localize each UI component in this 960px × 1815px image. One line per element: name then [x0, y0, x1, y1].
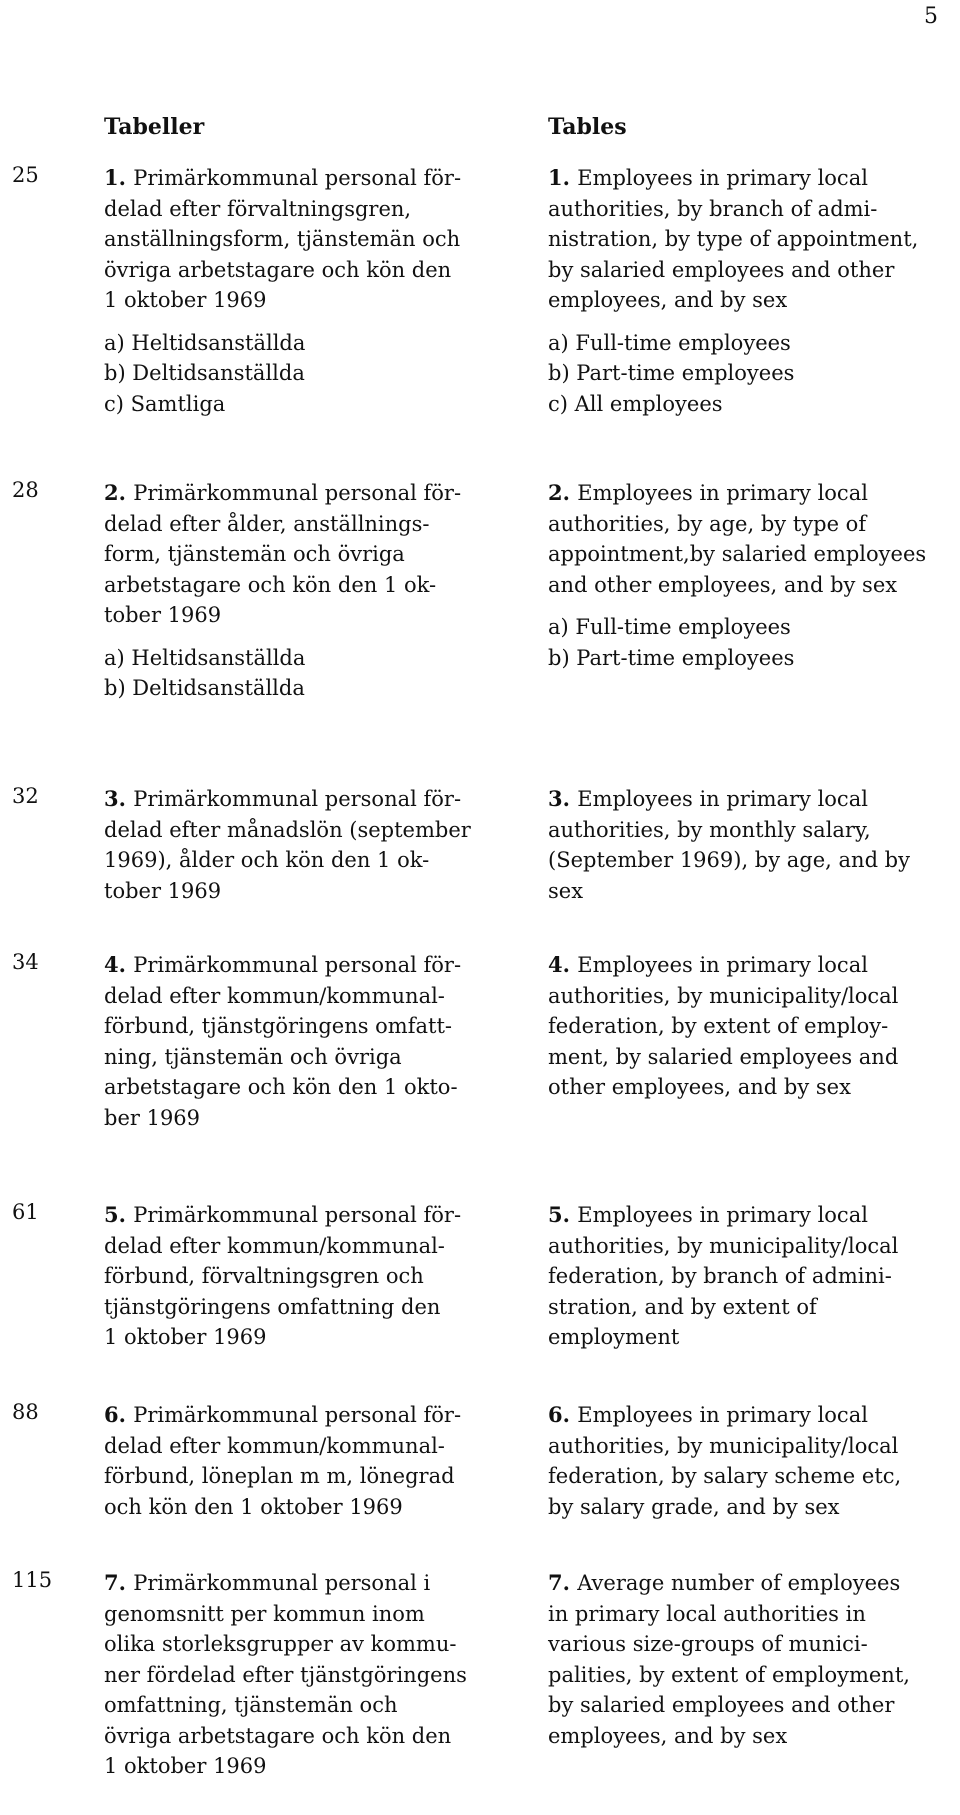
entry-title-line: form, tjänstemän och övriga: [104, 542, 405, 566]
entry-page-number: 61: [12, 1200, 39, 1224]
entry-subtable: b) Part-time employees: [548, 645, 795, 670]
entry-swedish: [104, 950, 504, 1133]
entry-number: 3.: [104, 786, 134, 811]
entry-title-line: authorities, by age, by type of: [548, 511, 867, 536]
entry-title-line: delad efter kommun/kommunal-: [104, 1233, 445, 1258]
entry-swedish: [104, 478, 504, 704]
entry-title-line: 4. Employees in primary local: [548, 952, 868, 977]
entry-number: 5.: [548, 1202, 578, 1227]
entry-title-line: olika storleksgrupper av kommu-: [104, 1632, 457, 1656]
entry-title-line: genomsnitt per kommun inom: [104, 1601, 425, 1626]
entry-title-line: federation, by branch of admini-: [548, 1264, 892, 1288]
entry-title-line: 1. Primärkommunal personal för-: [104, 165, 462, 190]
entry-number: 4.: [548, 952, 578, 977]
entry-number: 7.: [548, 1570, 578, 1595]
entry-title-line: 2. Primärkommunal personal för-: [104, 480, 462, 505]
entry-number: 6.: [548, 1402, 578, 1427]
entry-title-line: stration, and by extent of: [548, 1294, 817, 1319]
entry-title-line: delad efter kommun/kommunal-: [104, 983, 445, 1008]
entry-title-line: övriga arbetstagare och kön den: [104, 257, 452, 282]
entry-title-line: 1 oktober 1969: [104, 1754, 267, 1778]
entry-title-line: förbund, tjänstgöringens omfatt-: [104, 1014, 452, 1038]
entry-title-line: appointment,by salaried employees: [548, 542, 927, 566]
entry-number: 1.: [104, 165, 134, 190]
entry-title-line: ment, by salaried employees and: [548, 1044, 899, 1069]
entry-number: 2.: [548, 480, 578, 505]
entry-title-line: delad efter kommun/kommunal-: [104, 1433, 445, 1458]
entry-title-line: various size-groups of munici-: [548, 1632, 868, 1656]
entry-number: 7.: [104, 1570, 134, 1595]
entry-title-line: 6. Employees in primary local: [548, 1402, 868, 1427]
entry-title-line: 1969), ålder och kön den 1 ok-: [104, 848, 430, 872]
entry-title-line: palities, by extent of employment,: [548, 1662, 910, 1687]
entry-title-line: 3. Primärkommunal personal för-: [104, 786, 462, 811]
entry-title-line: by salary grade, and by sex: [548, 1494, 840, 1519]
entry-subtable: a) Full-time employees: [548, 615, 791, 639]
entry-title-line: anställningsform, tjänstemän och: [104, 227, 461, 251]
entry-title-line: authorities, by monthly salary,: [548, 817, 871, 842]
entry-title-line: tober 1969: [104, 878, 222, 903]
entry-title-line: tjänstgöringens omfattning den: [104, 1294, 441, 1319]
header-english: Tables: [548, 114, 627, 140]
entry-title-line: 5. Employees in primary local: [548, 1202, 868, 1227]
entry-swedish: [104, 784, 504, 906]
entry-page-number: 25: [12, 163, 39, 187]
entry-english: [548, 1400, 948, 1522]
entry-page-number: 32: [12, 784, 39, 808]
entry-title-line: 5. Primärkommunal personal för-: [104, 1202, 462, 1227]
entry-title-line: by salaried employees and other: [548, 1693, 895, 1717]
entry-title-line: (September 1969), by age, and by: [548, 848, 910, 872]
entry-swedish: [104, 163, 504, 419]
entry-title-line: 3. Employees in primary local: [548, 786, 868, 811]
entry-title-line: 6. Primärkommunal personal för-: [104, 1402, 462, 1427]
entry-title-line: federation, by salary scheme etc,: [548, 1464, 902, 1488]
entry-english: [548, 784, 948, 906]
entry-english: [548, 163, 948, 419]
entry-title-line: 4. Primärkommunal personal för-: [104, 952, 462, 977]
entry-page-number: 88: [12, 1400, 39, 1424]
entry-subtable: b) Part-time employees: [548, 361, 795, 385]
entry-english: [548, 1200, 948, 1353]
entry-title-line: ning, tjänstemän och övriga: [104, 1044, 402, 1069]
page-number: 5: [924, 4, 938, 29]
entry-english: [548, 950, 948, 1103]
entry-title-line: övriga arbetstagare och kön den: [104, 1723, 452, 1748]
entry-subtable: a) Heltidsanställda: [104, 645, 306, 670]
entry-title-line: 7. Primärkommunal personal i: [104, 1570, 431, 1595]
entry-title-line: delad efter ålder, anställnings-: [104, 511, 430, 536]
entry-number: 6.: [104, 1402, 134, 1427]
entry-number: 1.: [548, 165, 578, 190]
entry-title-line: omfattning, tjänstemän och: [104, 1693, 398, 1717]
entry-title-line: authorities, by branch of admi-: [548, 196, 878, 221]
entry-page-number: 28: [12, 478, 39, 502]
entry-title-line: förbund, löneplan m m, lönegrad: [104, 1464, 455, 1488]
entry-swedish: [104, 1400, 504, 1522]
entry-title-line: 2. Employees in primary local: [548, 480, 868, 505]
entry-title-line: in primary local authorities in: [548, 1601, 866, 1626]
entry-subtable: b) Deltidsanställda: [104, 361, 305, 385]
entry-number: 3.: [548, 786, 578, 811]
entry-title-line: employees, and by sex: [548, 288, 788, 312]
entry-title-line: and other employees, and by sex: [548, 572, 898, 597]
entry-number: 2.: [104, 480, 134, 505]
column-headers: [0, 114, 960, 148]
entry-title-line: authorities, by municipality/local: [548, 983, 899, 1008]
entry-title-line: arbetstagare och kön den 1 ok-: [104, 572, 437, 597]
entry-swedish: [104, 1568, 504, 1782]
entry-title-line: och kön den 1 oktober 1969: [104, 1494, 403, 1519]
entry-english: [548, 478, 948, 673]
entry-title-line: authorities, by municipality/local: [548, 1233, 899, 1258]
entry-page-number: 115: [12, 1568, 53, 1592]
entry-number: 4.: [104, 952, 134, 977]
entry-title-line: sex: [548, 878, 584, 903]
entry-title-line: ber 1969: [104, 1105, 201, 1130]
entry-subtable: a) Full-time employees: [548, 330, 791, 355]
entry-title-line: 1 oktober 1969: [104, 1325, 267, 1349]
entry-title-line: federation, by extent of employ-: [548, 1014, 889, 1038]
entry-title-line: authorities, by municipality/local: [548, 1433, 899, 1458]
entry-subtable: a) Heltidsanställda: [104, 330, 306, 355]
entry-title-line: 1. Employees in primary local: [548, 165, 868, 190]
entry-title-line: other employees, and by sex: [548, 1075, 851, 1099]
entry-title-line: delad efter månadslön (september: [104, 817, 471, 842]
entry-swedish: [104, 1200, 504, 1353]
entry-number: 5.: [104, 1202, 134, 1227]
entry-title-line: arbetstagare och kön den 1 okto-: [104, 1075, 458, 1099]
entry-title-line: employment: [548, 1325, 680, 1349]
entry-title-line: nistration, by type of appointment,: [548, 227, 919, 251]
entry-title-line: tober 1969: [104, 603, 222, 627]
entry-subtable: c) All employees: [548, 391, 723, 416]
entry-title-line: by salaried employees and other: [548, 257, 895, 282]
entry-title-line: delad efter förvaltningsgren,: [104, 196, 412, 221]
entry-page-number: 34: [12, 950, 39, 974]
entry-title-line: förbund, förvaltningsgren och: [104, 1264, 424, 1288]
entry-subtable: b) Deltidsanställda: [104, 676, 305, 700]
entry-english: [548, 1568, 948, 1751]
entry-subtable: c) Samtliga: [104, 391, 226, 416]
header-swedish: Tabeller: [104, 114, 205, 140]
entry-title-line: 7. Average number of employees: [548, 1570, 901, 1595]
entry-title-line: 1 oktober 1969: [104, 288, 267, 312]
entry-title-line: ner fördelad efter tjänstgöringens: [104, 1662, 467, 1687]
entry-title-line: employees, and by sex: [548, 1723, 788, 1748]
